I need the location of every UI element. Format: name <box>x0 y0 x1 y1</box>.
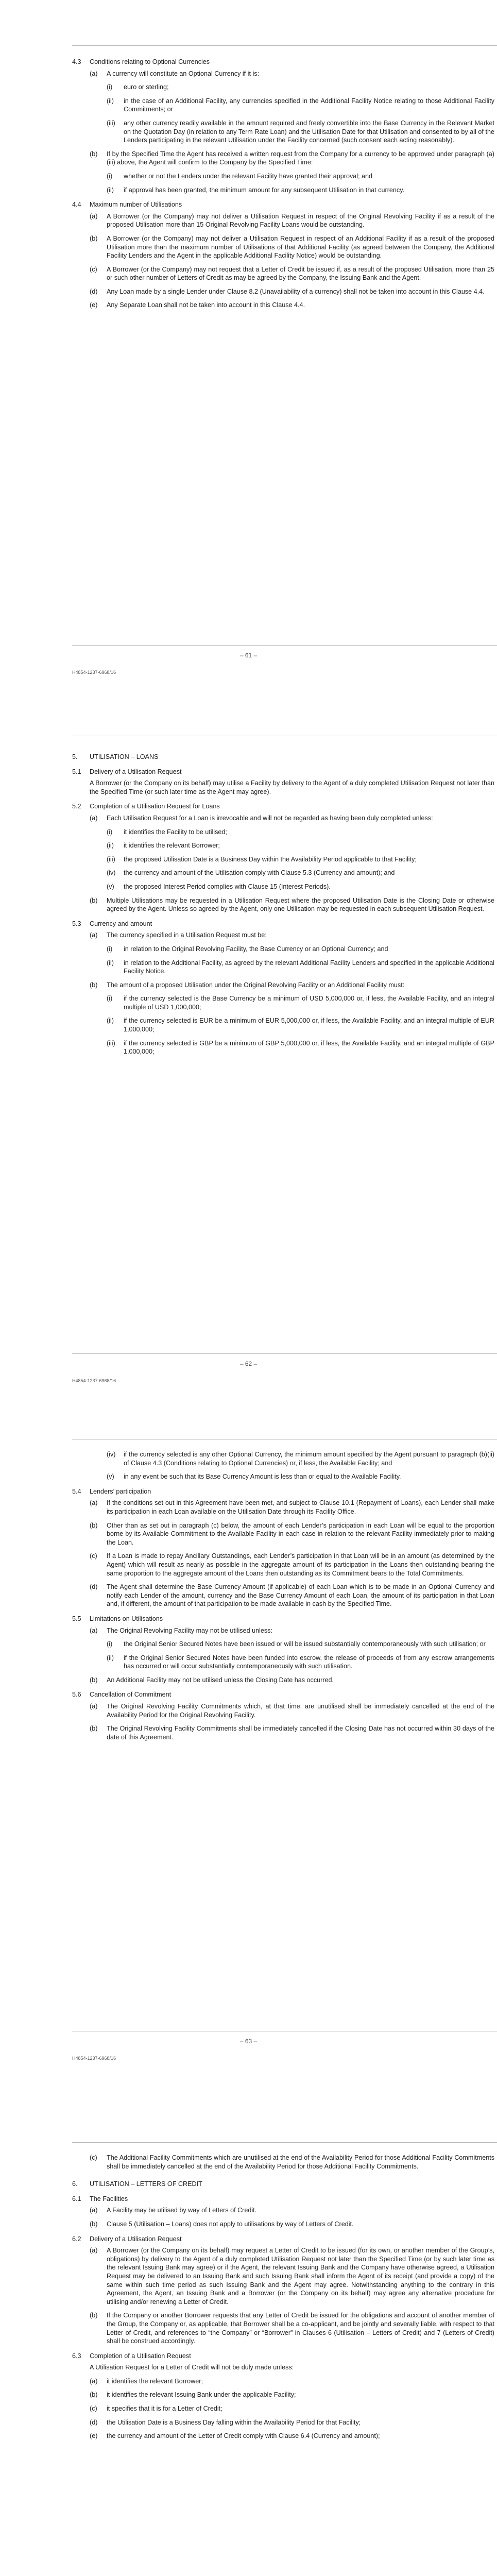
item-number: (b) <box>90 896 98 904</box>
item-number: (c) <box>90 2154 97 2161</box>
sub-item <box>107 1450 494 1467</box>
page-64 <box>0 2110 497 2576</box>
item-number: (a) <box>90 2377 98 2385</box>
section-number: 5.6 <box>72 1691 81 1699</box>
section-title: Completion of a Utilisation Request <box>90 2352 191 2360</box>
sub-item <box>107 1640 494 1649</box>
clause-item <box>90 1521 494 1547</box>
sub-item <box>107 994 494 1011</box>
clause-item <box>90 70 494 78</box>
section-heading <box>72 1690 494 1699</box>
sub-item-text: if the currency selected is EUR be a minimum of EUR 5,000,000 or, if less, the Available Facility, and an integral multiple of EUR 1,000,000; <box>124 1017 494 1033</box>
section-number: 4.3 <box>72 58 81 65</box>
document-reference: H4854-1237-6968/16 <box>72 2056 116 2061</box>
item-text: The Original Revolving Facility Commitments which, at that time, are unutilised shall be immediately cancelled at the end of the Availability Period for the Original Revolving Facility. <box>107 1703 494 1719</box>
section-heading <box>72 2235 494 2244</box>
chapter-heading <box>72 753 494 761</box>
sub-item-number: (i) <box>107 995 113 1003</box>
section-title: The Facilities <box>90 2195 128 2202</box>
section-title: Completion of a Utilisation Request for Loans <box>90 803 220 810</box>
page-content <box>72 743 494 1061</box>
clause-item <box>90 2432 494 2441</box>
item-text: A Facility may be utilised by way of Letters of Credit. <box>107 2207 257 2214</box>
page-63 <box>0 1406 497 2110</box>
page-62 <box>0 703 497 1406</box>
clause-item <box>90 931 494 940</box>
item-number: (a) <box>90 1703 98 1710</box>
item-text: the currency and amount of the Letter of Credit comply with Clause 6.4 (Currency and amount); <box>107 2432 380 2440</box>
section-title: Delivery of a Utilisation Request <box>90 2235 182 2243</box>
section-number: 5.2 <box>72 803 81 810</box>
item-text: If by the Specified Time the Agent has received a written request from the Company for a currency to be approved under paragraph (a)(iii) above, the Agent will confirm to the Company by the Specified Time: <box>107 150 494 166</box>
sub-item-number: (iv) <box>107 1451 116 1458</box>
sub-item-text: it identifies the Facility to be utilised; <box>124 828 227 836</box>
item-number: (a) <box>90 2207 98 2214</box>
section-title: Cancellation of Commitment <box>90 1691 172 1699</box>
item-text: the Utilisation Date is a Business Day falling within the Availability Period for that Facility; <box>107 2418 361 2426</box>
sub-item <box>107 1039 494 1056</box>
page-number: – 63 – <box>239 2038 258 2045</box>
clause-item <box>90 1702 494 1719</box>
item-text: A Borrower (or the Company) may not request that a Letter of Credit be issued if, as a result of the proposed Utilisation, more than 25 or such other number of Letters of Credit as may be agreed by the Company, the Issuing Bank and the Agent. <box>107 265 494 282</box>
sub-item <box>107 828 494 837</box>
clause-item <box>90 301 494 310</box>
sub-item <box>107 959 494 976</box>
page-top-rule <box>72 2142 497 2143</box>
item-number: (d) <box>90 2418 98 2426</box>
sub-item-text: in the case of an Additional Facility, any currencies specified in the Additional Facility Notice relating to those Additional Facility Commitments; or <box>124 97 494 113</box>
item-number: (c) <box>90 265 97 273</box>
item-number: (b) <box>90 2312 98 2319</box>
section-title: Conditions relating to Optional Currencies <box>90 58 210 65</box>
clause-item <box>90 2377 494 2386</box>
item-text: Any Loan made by a single Lender under Clause 8.2 (Unavailability of a currency) shall not be taken into account in this Clause 4.4. <box>107 287 485 295</box>
item-text: If the conditions set out in this Agreement have been met, and subject to Clause 10.1 (Repayment of Loans), each Lender shall make its participation in each Loan available on the Utilisation Date through its Facility Office. <box>107 1499 494 1515</box>
sub-item <box>107 186 494 195</box>
item-number: (b) <box>90 1521 98 1529</box>
section-heading <box>72 1487 494 1496</box>
section-title: Currency and amount <box>90 920 152 927</box>
sub-item-text: if the Original Senior Secured Notes have been funded into escrow, the release of proceeds of from any escrow arrangements has occurred or will occur substantially contemporaneously with such utilisation. <box>124 1654 494 1670</box>
section-number: 6.1 <box>72 2195 81 2202</box>
sub-item <box>107 841 494 850</box>
sub-item-number: (i) <box>107 83 113 91</box>
item-text: If the Company or another Borrower requests that any Letter of Credit be issued for the obligations and account of another member of the Group, the Company or, as applicable, that Borrower shall be a co-applicant, and be jointly and severally liable, with respect to that Letter of Credit, and references to “the Company” or “Borrower” in Clauses 6 (Utilisation – Letters of Credit) and 7 (Letters of Credit) shall be construed accordingly. <box>107 2312 494 2345</box>
document-reference: H4854-1237-6968/16 <box>72 670 116 675</box>
sub-item-number: (iii) <box>107 1039 115 1047</box>
page-content <box>72 52 494 315</box>
sub-item <box>107 869 494 877</box>
section-heading <box>72 802 494 811</box>
sub-item <box>107 1016 494 1033</box>
section-title: Delivery of a Utilisation Request <box>90 768 182 775</box>
section-heading <box>72 200 494 209</box>
item-number: (b) <box>90 234 98 242</box>
sub-item-text: any other currency readily available in the amount required and freely convertible into the Base Currency in the Relevant Market on the Quotation Day (in relation to any Term Rate Loan) and the Utilisation Date for that Utilisation and consented to by all of the Lenders participating in the relevant Utilisation under the Facility concerned (such consent each acting reasonably). <box>124 119 494 144</box>
sub-item-text: if approval has been granted, the minimum amount for any subsequent Utilisation in that currency. <box>124 186 405 194</box>
sub-item-number: (ii) <box>107 1017 114 1025</box>
item-text: Other than as set out in paragraph (c) below, the amount of each Lender’s participation in each Loan will be equal to the proportion borne by its Available Commitment to the Available Facility in each case in relation to the relevant Facility immediately prior to making the Loan. <box>107 1521 494 1546</box>
sub-item-text: the Original Senior Secured Notes have been issued or will be issued substantially contemporaneously with such utilisation; or <box>124 1640 486 1648</box>
clause-item <box>90 814 494 823</box>
item-text: If a Loan is made to repay Ancillary Outstandings, each Lender’s participation in that Loan will be in an amount (as determined by the Agent) which will result as nearly as possible in the aggregate amount of its participation in the Loans then outstanding bearing the same proportion to the aggregate amount of the Loans then outstanding as its Commitment bears to the Total Commitments. <box>107 1552 494 1577</box>
item-text: A Borrower (or the Company on its behalf) may request a Letter of Credit to be issued (for its own, or another member of the Group’s, obligations) by delivery to the Agent of a duly completed Utilisation Request not later than the Specified Time (or by such later time as the relevant Issuing Bank may agree) or if the Agent, the relevant Issuing Bank and the Company have otherwise agreed, a Utilisation Request may be delivered to an Issuing Bank and such Issuing Bank shall inform the Agent of its receipt (and provide a copy) of the same within such time period as such Issuing Bank and the Agent may agree. Notwithstanding anything to the contrary in this Agreement, the Agent, an Issuing Bank and a Borrower (or the Company on its behalf) may agree any alternative procedure for utilising and/or renewing a Letter of Credit. <box>107 2247 494 2306</box>
item-text: A Borrower (or the Company) may not deliver a Utilisation Request in respect of the Original Revolving Facility if as a result of the proposed Utilisation more than 15 Original Revolving Facility Loans would be outstanding. <box>107 212 494 229</box>
sub-item-text: if the currency selected is GBP be a minimum of GBP 5,000,000 or, if less, the Available Facility, and an integral multiple of GBP 1,000,000; <box>124 1039 494 1056</box>
sub-item <box>107 97 494 114</box>
item-number: (b) <box>90 1676 98 1684</box>
sub-item <box>107 172 494 181</box>
section-heading <box>72 920 494 928</box>
section-title: Maximum number of Utilisations <box>90 201 182 209</box>
chapter-title: UTILISATION – LOANS <box>90 753 159 760</box>
sub-item-text: in relation to the Additional Facility, as agreed by the relevant Additional Facility Lenders and specified in the applicable Additional Facility Notice. <box>124 959 494 975</box>
chapter-heading <box>72 2180 494 2189</box>
clause-item <box>90 2404 494 2413</box>
sub-item <box>107 855 494 864</box>
sub-item <box>107 83 494 92</box>
sub-item-text: the currency and amount of the Utilisation comply with Clause 5.3 (Currency and amount); and <box>124 869 395 877</box>
clause-item <box>90 1724 494 1741</box>
section-number: 5.4 <box>72 1487 81 1495</box>
item-number: (b) <box>90 2220 98 2228</box>
item-number: (c) <box>90 2405 97 2413</box>
item-number: (d) <box>90 1583 98 1591</box>
item-number: (c) <box>90 1552 97 1560</box>
section-number: 5.1 <box>72 768 81 775</box>
section-number: 5.5 <box>72 1615 81 1622</box>
sub-item <box>107 119 494 145</box>
sub-item-number: (v) <box>107 883 114 890</box>
item-text: The Additional Facility Commitments which are unutilised at the end of the Availability Period for those Additional Facility Commitments shall be immediately cancelled at the end of the Availability Period for those Additional Facility Commitments. <box>107 2154 494 2170</box>
clause-item <box>90 1583 494 1608</box>
item-number: (b) <box>90 1725 98 1733</box>
item-text: Clause 5 (Utilisation – Loans) does not apply to utilisations by way of Letters of Credit. <box>107 2220 354 2228</box>
item-number: (a) <box>90 212 98 220</box>
section-number: 6.3 <box>72 2352 81 2360</box>
sub-item-text: it identifies the relevant Borrower; <box>124 842 220 850</box>
clause-item <box>90 2311 494 2345</box>
chapter-number: 6. <box>72 2180 78 2188</box>
clause-item <box>90 981 494 990</box>
clause-item <box>90 1626 494 1635</box>
item-number: (a) <box>90 1499 98 1507</box>
item-text: Multiple Utilisations may be requested in a Utilisation Request where the proposed Utilisation Date is the Closing Date or otherwise agreed by the Agent. Unless so agreed by the Agent, only one Utilisation may be requested in each subsequent Utilisation Request. <box>107 896 494 913</box>
sub-item-text: euro or sterling; <box>124 83 169 91</box>
sub-item-text: in any event be such that its Base Currency Amount is less than or equal to the Available Facility. <box>124 1473 401 1481</box>
clause-item <box>90 2391 494 2399</box>
sub-item <box>107 1654 494 1671</box>
page-bottom-rule <box>72 645 497 646</box>
item-text: Each Utilisation Request for a Loan is irrevocable and will not be regarded as having been duly completed unless: <box>107 814 433 822</box>
item-text: An Additional Facility may not be utilised unless the Closing Date has occurred. <box>107 1676 334 1684</box>
sub-item-number: (ii) <box>107 97 114 105</box>
sub-item-number: (ii) <box>107 186 114 194</box>
section-heading <box>72 1615 494 1623</box>
sub-item-text: whether or not the Lenders under the relevant Facility have granted their approval; and <box>124 172 373 180</box>
clause-item <box>90 2418 494 2427</box>
section-number: 4.4 <box>72 201 81 209</box>
sub-item-number: (ii) <box>107 1654 114 1662</box>
sub-item-number: (i) <box>107 1640 113 1648</box>
section-paragraph: A Utilisation Request for a Letter of Credit will not be duly made unless: <box>90 2364 294 2371</box>
sub-item-number: (i) <box>107 828 113 836</box>
section-heading <box>72 2195 494 2204</box>
item-text: it identifies the relevant Borrower; <box>107 2377 203 2385</box>
section-heading <box>72 58 494 66</box>
sub-item-text: in relation to the Original Revolving Facility, the Base Currency or an Optional Currency; and <box>124 945 388 953</box>
section-title: Limitations on Utilisations <box>90 1615 163 1622</box>
page-number: – 62 – <box>239 1360 258 1367</box>
sub-item-number: (v) <box>107 1473 114 1481</box>
clause-item <box>90 1676 494 1685</box>
section-title: Lenders’ participation <box>90 1487 151 1495</box>
item-text: The Original Revolving Facility may not be utilised unless: <box>107 1626 272 1634</box>
item-number: (a) <box>90 70 98 77</box>
item-number: (d) <box>90 287 98 295</box>
page-content <box>72 1450 494 1747</box>
page-number: – 61 – <box>239 652 258 659</box>
document-reference: H4854-1237-6968/16 <box>72 1378 116 1383</box>
item-text: The amount of a proposed Utilisation under the Original Revolving Facility or an Additional Facility must: <box>107 981 405 989</box>
section-heading <box>72 2352 494 2361</box>
sub-item-number: (iii) <box>107 119 115 127</box>
section-number: 6.2 <box>72 2235 81 2243</box>
item-number: (a) <box>90 2247 98 2255</box>
sub-item-number: (iv) <box>107 869 116 877</box>
clause-item <box>90 150 494 167</box>
item-number: (b) <box>90 150 98 158</box>
sub-item-number: (i) <box>107 172 113 180</box>
sub-item-text: if the currency selected is the Base Currency be a minimum of USD 5,000,000 or, if less, the Available Facility, and an integral multiple of USD 1,000,000; <box>124 995 494 1011</box>
page-61 <box>0 0 497 703</box>
item-text: The Agent shall determine the Base Currency Amount (if applicable) of each Loan which is to be made in an Optional Currency and notify each Lender of the amount, currency and the Base Currency Amount of each Loan, the amount of its participation in that Loan and, if different, the amount of that participation to be made available in cash by the Specified Time. <box>107 1583 494 1608</box>
clause-item <box>90 2154 494 2171</box>
item-text: The currency specified in a Utilisation Request must be: <box>107 931 267 939</box>
clause-item <box>90 2220 494 2229</box>
section-heading <box>72 768 494 776</box>
item-number: (b) <box>90 2391 98 2399</box>
chapter-number: 5. <box>72 753 78 760</box>
clause-item <box>90 896 494 913</box>
item-text: A Borrower (or the Company) may not deliver a Utilisation Request in respect of an Additional Facility if as a result of the proposed Utilisation more than the maximum number of Utilisations of that Additional Facility (as agreed between the Company, the Additional Facility Lenders and the Agent in the applicable Additional Facility Notice) would be outstanding. <box>107 234 494 260</box>
sub-item <box>107 945 494 954</box>
item-text: it identifies the relevant Issuing Bank under the applicable Facility; <box>107 2391 296 2399</box>
item-text: it specifies that it is for a Letter of Credit; <box>107 2405 222 2413</box>
clause-item <box>90 234 494 260</box>
page-bottom-rule <box>72 1353 497 1354</box>
clause-item <box>90 2246 494 2306</box>
sub-item-number: (iii) <box>107 855 115 863</box>
clause-item <box>90 1499 494 1516</box>
sub-item-number: (ii) <box>107 959 114 967</box>
item-text: A currency will constitute an Optional Currency if it is: <box>107 70 260 77</box>
item-text: Any Separate Loan shall not be taken into account in this Clause 4.4. <box>107 301 305 309</box>
section-number: 5.3 <box>72 920 81 927</box>
clause-item <box>90 287 494 296</box>
section-paragraph: A Borrower (or the Company on its behalf) may utilise a Facility by delivery to the Agent of a duly completed Utilisation Request not later than the Specified Time (or such later time as the Agent may agree). <box>90 779 494 795</box>
item-number: (e) <box>90 2432 98 2440</box>
clause-item <box>90 1552 494 1578</box>
item-number: (a) <box>90 814 98 822</box>
sub-item-number: (i) <box>107 945 113 953</box>
item-number: (b) <box>90 981 98 989</box>
clause-item <box>90 2206 494 2215</box>
sub-item-number: (ii) <box>107 842 114 850</box>
clause-item <box>90 212 494 229</box>
item-number: (a) <box>90 1626 98 1634</box>
sub-item-text: if the currency selected is any other Optional Currency, the minimum amount specified by the Agent pursuant to paragraph (b)(ii) of Clause 4.3 (Conditions relating to Optional Currencies) or, if less, the Available Facility; and <box>124 1451 494 1467</box>
sub-item <box>107 1472 494 1481</box>
sub-item-text: the proposed Interest Period complies with Clause 15 (Interest Periods). <box>124 883 331 890</box>
page-content <box>72 2154 494 2446</box>
page-top-rule <box>72 45 497 46</box>
item-number: (e) <box>90 301 98 309</box>
item-text: The Original Revolving Facility Commitments shall be immediately cancelled if the Closing Date has not occurred within 30 days of the date of this Agreement. <box>107 1725 494 1741</box>
sub-item-text: the proposed Utilisation Date is a Business Day within the Availability Period applicable to that Facility; <box>124 855 417 863</box>
item-number: (a) <box>90 931 98 939</box>
chapter-title: UTILISATION – LETTERS OF CREDIT <box>90 2180 202 2188</box>
sub-item <box>107 883 494 891</box>
clause-item <box>90 265 494 282</box>
